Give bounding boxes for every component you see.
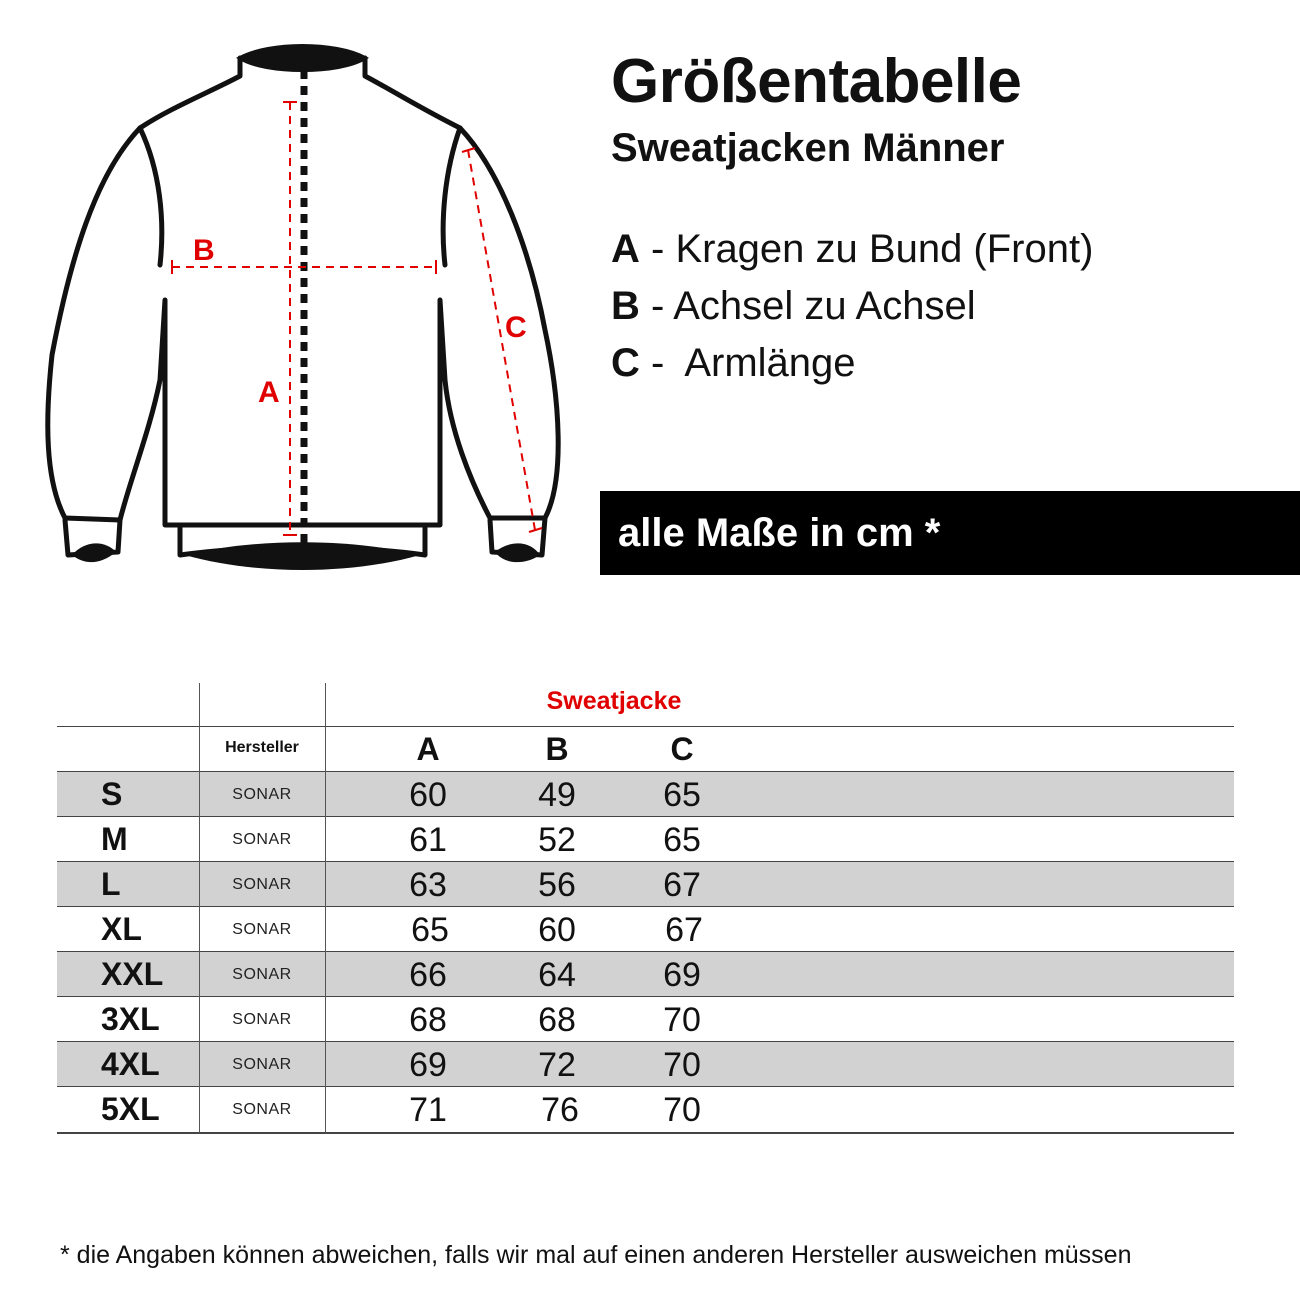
value-b-cell: 52 — [538, 821, 576, 859]
value-c-cell: 70 — [663, 1046, 701, 1084]
jacket-left-seam — [140, 128, 162, 265]
table-column-divider — [325, 683, 326, 1133]
column-header-a: A — [416, 731, 440, 767]
table-row — [57, 952, 1234, 997]
value-a-cell: 63 — [409, 866, 447, 904]
unit-banner: alle Maße in cm * — [600, 491, 1300, 575]
legend-item-c — [611, 339, 1093, 396]
legend-text: - Achsel zu Achsel — [639, 284, 976, 328]
value-c-cell: 69 — [663, 956, 701, 994]
table-divider — [57, 771, 1234, 772]
table-row — [57, 1087, 1234, 1132]
value-a-cell: 71 — [409, 1091, 447, 1129]
value-a-cell: 65 — [411, 911, 449, 949]
table-divider — [57, 816, 1234, 817]
table-divider — [57, 906, 1234, 907]
table-row — [57, 862, 1234, 907]
size-cell: 3XL — [101, 1001, 160, 1037]
legend-item-b — [611, 282, 1093, 339]
legend-key: A — [611, 227, 640, 271]
measure-c-label: C — [505, 311, 527, 344]
table-divider — [57, 996, 1234, 997]
jacket-right-cuff-shadow — [495, 543, 540, 562]
value-a-cell: 60 — [409, 776, 447, 814]
footnote: * die Angaben können abweichen, falls wir mal auf einen anderen Hersteller ausweichen müssen — [60, 1241, 1132, 1269]
group-header: Sweatjacke — [546, 687, 682, 715]
jacket-diagram — [0, 0, 600, 600]
value-b-cell: 49 — [538, 776, 576, 814]
value-b-cell: 64 — [538, 956, 576, 994]
value-a-cell: 66 — [409, 956, 447, 994]
legend-key: B — [611, 284, 640, 328]
measurement-legend — [611, 225, 1093, 396]
value-c-cell: 65 — [663, 821, 701, 859]
size-cell: L — [101, 866, 121, 902]
maker-cell: SONAR — [232, 876, 292, 893]
value-a-cell: 69 — [409, 1046, 447, 1084]
table-divider — [57, 1041, 1234, 1042]
measure-a-label: A — [258, 376, 280, 409]
value-a-cell: 61 — [409, 821, 447, 859]
legend-text: - Armlänge — [639, 341, 856, 385]
size-cell: XXL — [101, 956, 164, 992]
table-divider — [57, 726, 1234, 727]
measure-b-label: B — [193, 234, 215, 267]
value-a-cell: 68 — [409, 1001, 447, 1039]
table-row — [57, 997, 1234, 1042]
size-cell: XL — [101, 911, 142, 947]
size-cell: M — [101, 821, 128, 857]
maker-cell: SONAR — [232, 921, 292, 938]
size-cell: S — [101, 776, 123, 812]
value-b-cell: 76 — [541, 1091, 579, 1129]
jacket-right-seam — [443, 128, 460, 265]
maker-cell: SONAR — [232, 831, 292, 848]
size-cell: 4XL — [101, 1046, 160, 1082]
legend-text: - Kragen zu Bund (Front) — [639, 227, 1094, 271]
maker-cell: SONAR — [232, 966, 292, 983]
maker-cell: SONAR — [232, 1056, 292, 1073]
value-c-cell: 70 — [663, 1091, 701, 1129]
table-divider — [57, 861, 1234, 862]
maker-cell: SONAR — [232, 1011, 292, 1028]
value-c-cell: 65 — [663, 776, 701, 814]
size-table — [57, 683, 1234, 1133]
column-header-c: C — [670, 731, 694, 767]
table-row — [57, 817, 1234, 862]
table-divider — [57, 951, 1234, 952]
size-cell: 5XL — [101, 1091, 160, 1127]
value-b-cell: 68 — [538, 1001, 576, 1039]
table-row — [57, 1042, 1234, 1087]
maker-cell: SONAR — [232, 1101, 292, 1118]
table-row — [57, 907, 1234, 952]
legend-item-a — [611, 225, 1093, 282]
table-divider — [57, 1132, 1234, 1134]
value-b-cell: 60 — [538, 911, 576, 949]
legend-key: C — [611, 341, 640, 385]
value-b-cell: 56 — [538, 866, 576, 904]
jacket-collar — [240, 46, 365, 70]
maker-cell: SONAR — [232, 786, 292, 803]
value-b-cell: 72 — [538, 1046, 576, 1084]
page-title: Größentabelle — [611, 47, 1022, 116]
table-column-divider — [199, 683, 200, 1133]
value-c-cell: 67 — [663, 866, 701, 904]
value-c-cell: 67 — [665, 911, 703, 949]
column-header-b: B — [545, 731, 569, 767]
maker-column-header: Hersteller — [225, 739, 299, 756]
table-row — [57, 772, 1234, 817]
value-c-cell: 70 — [663, 1001, 701, 1039]
table-divider — [57, 1086, 1234, 1087]
page-subtitle: Sweatjacken Männer — [611, 126, 1005, 170]
jacket-left-cuff-shadow — [72, 543, 116, 562]
